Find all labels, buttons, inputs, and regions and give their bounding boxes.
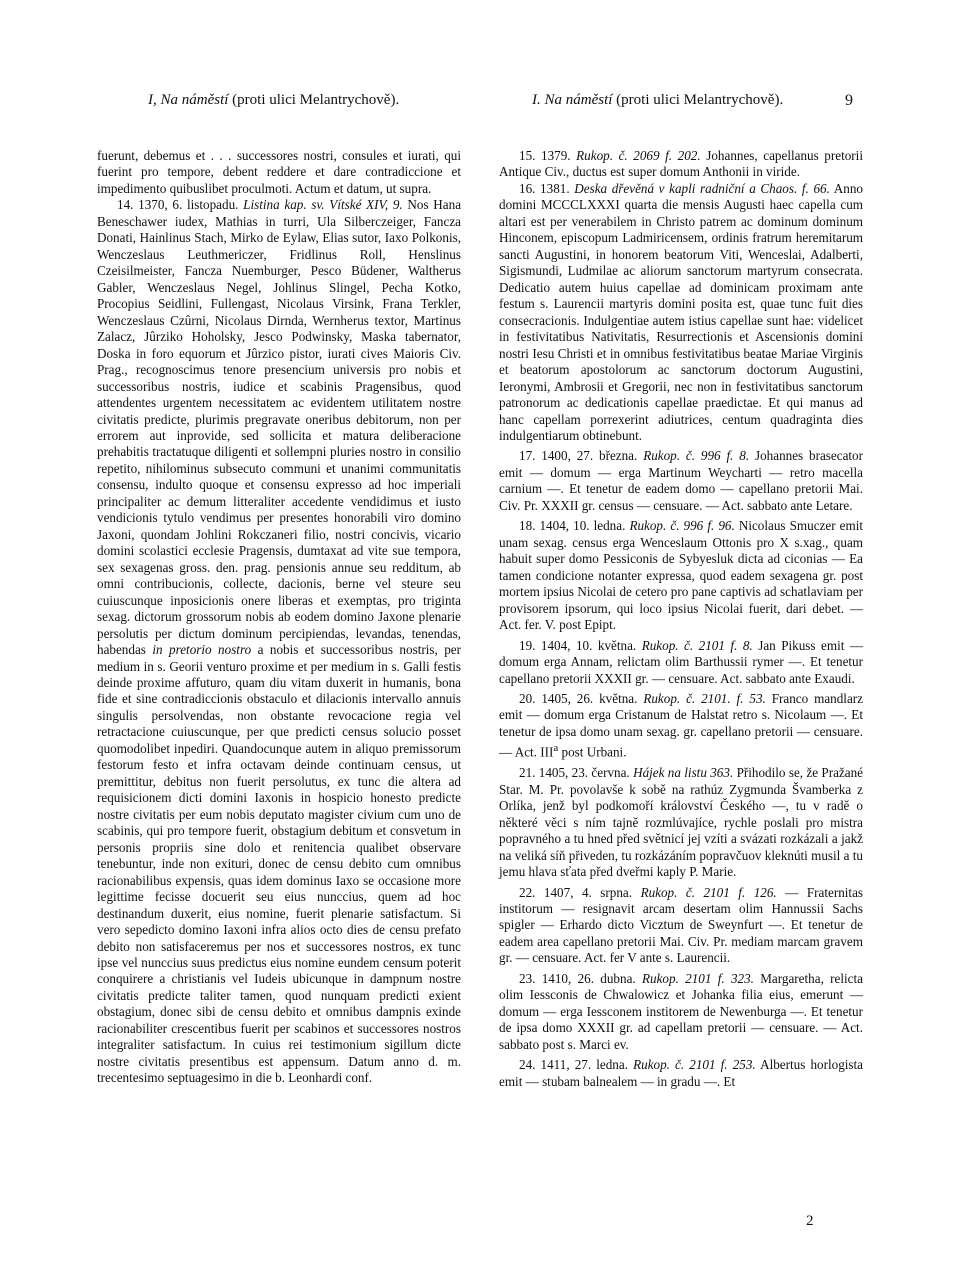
right-column (499, 148, 863, 1090)
entry-source: Rukop. 2101 f. 323. (642, 970, 754, 986)
header-rest: (proti ulici Melantrychově). (228, 92, 400, 108)
running-header-left (148, 92, 399, 109)
entry-source: Rukop. č. 2101 f. 8. (641, 637, 753, 653)
entry-head: 21. 1405, 23. června. (519, 765, 630, 781)
entry-source: Rukop. č. 2101. f. 53. (643, 691, 766, 706)
entry-19 (499, 638, 863, 687)
entry-head: 22. 1407, 4. srpna. (519, 884, 633, 900)
entry-head: 18. 1404, 10. ledna. (519, 518, 626, 534)
page-number: 9 (845, 92, 853, 109)
entry-source: Rukop. č. 2101 f. 126. (640, 884, 777, 900)
entry-text: Jan Pikuss emit — domum erga Annam, relictam olim Barthussii rymer —. Et tenetur capellano pretorii XXXII gr. — censuare. Act. sabbato ante Exaudi. (499, 637, 864, 686)
entry-text: Anno domini MCCCLXXXI quarta die mensis Augusti haec capella cum altari est per venerabilem in Christo patrem ac dominum dominum Hinconem, episcopum Ladmiricensem, ordinis fratrum heremitarum sancti Augustini, in honorem beatorum Viti, Wenceslai, Adalberti, Sigismundi, Ludmilae ac aliorum sanctorum martyrum consecrata. Dedicatio autem huius capellae ad dominicam proximam ante festum s. Laurencii martyris domini posita est, quae tunc fuit dies consecracionis. Indulgentiae autem istius capellae sunt hae: videlicet in festivitatibus Nativitatis, Resurrectionis et Ascensionis domini nostri Iesu Christi et in omnibus festivitatibus beatae Mariae Virginis et beatorum apostolorum ac sanctorum doctorum Augustini, Ieronymi, Ambrosii et Gregorii, nec non in festivitatibus sanctorum patronorum ac dedicationis capellae praedictae. Et qui manus ad hanc capellam porrexerint adiutrices, centum quadraginta dies indulgentiarum obtinebunt. (499, 180, 863, 443)
entry-text: a nobis et successoribus nostris, per medium in s. Georii venturo proxime et per medium in s. Galli festis deinde proxime affuturo, quam diu vitam duxerit in humanis, bona fide et sine contradiccionis obstaculo et dilacionis intervallo annuis singulis persolvendas, non obstante revocacione regia vel retractacione cuiuscunque, per que predicti census solucio posset quomodolibet inpediri. Quandocunque autem in aliquo premissorum festorum festo et infra octavam deinde continuam census, ut premittitur, debitus non fuerit persolutus, ex tunc die altera ad requisicionem dicti domini Iaxonis in hospicio honesto predicte nostre civitatis per eum nobis deputato magister civium cum uno de scabinis, qui pro tempore fuerit, obstagium debitum et consvetum in personis propriis sine dolo et renitencia qualibet observare tenebuntur, inde non exituri, donec de censu debito cum omnibus racionabilibus expensis, quas idem dominus Iaxo se occasione more legittime fecisse docuerit seu eius nunccius, quem ad hoc destinandum duxerit, eius nomine, fuerit plenarie satisfactum. Si vero sepedicto domino Iaxoni infra alios octo dies de censu prefato debito non satisfaceremus per nos et successores nostros, ex tunc ipse vel nunccius suus predictus eius nomine eundem censum poterit conquirere a christianis vel Iudeis ubicunque in dampnum nostre civitatis predicte taliter tamen, quod nunquam predicti exient obstagium, donec sibi de censu debito et omnibus dampnis exinde racionabiliter crescentibus fuerit per scabinos et successores nostros integraliter satisfactum. In cuius rei testimonium sigillum dicte nostre civitatis presentibus est appensum. Datum anno d. m. trecentesimo septuagesimo in die b. Leonhardi conf. (97, 642, 461, 1086)
entry-head: 23. 1410, 26. dubna. (519, 970, 636, 986)
entry-head: 14. 1370, 6. listopadu. (117, 197, 239, 213)
entry-source: Rukop. č. 996 f. 8. (643, 448, 750, 464)
entry-head: 17. 1400, 27. března. (519, 448, 638, 464)
entry-source: Rukop. č. 996 f. 96. (629, 518, 735, 534)
superscript: a (553, 742, 559, 755)
entry-text: Přihodilo se, že Pražané Star. M. Pr. povolavše k sobě na rathúz Zygmunda Švamberka z Orlíka, jenž byl podkomoří království Českého —, tu v radě o některé věci s ním tajně rozmlúvajíce, rychle poslali pro mistra popravného a tu hned před světnicí jej vzíti a svázati rozkázali a jakž na veliká síň přiveden, tu rozkázáním popravčuov kleknúti musil a tu jemu hlava sťata před dveřmi kaply P. Marie. (499, 765, 863, 880)
entry-head: 20. 1405, 26. května. (519, 691, 638, 706)
left-column (97, 148, 461, 1087)
entry-16 (499, 181, 863, 445)
entry-source: Listina kap. sv. Vítské XIV, 9. (243, 197, 403, 213)
entry-italic-phrase: in pretorio nostro (152, 642, 252, 658)
entry-text: Nos Hana Beneschawer iudex, Mathias in turri, Ula Silberczeiger, Fancza Donati, Hainlinus Stach, Mirko de Eylaw, Elias sutor, Iaxo Polkonis, Wenczeslaus Leuthmericzer, Fridlinus Roll, Henslinus Czeisilmeister, Fancza Nuemburger, Pesco Büdener, Waltherus Gabler, Wenczeslaus Negel, Johlinus Slingel, Pecha Kotko, Procopius Seidlini, Fullengast, Nicolaus Virsink, Frana Terkler, Wenczeslaus Czûrni, Nicolaus Dirnda, Wernherus textor, Martinus Zalacz, Jûrziko Hoholsky, Jesco Podwinsky, Maska tabernator, Doska in foro equorum et Jûrzico pistor, iurati cives Maioris Civ. Prag., recognoscimus tenore presencium universis pro nobis et successoribus nostris, iudice et scabinis Pragensibus, quod attendentes urgentem necessitatem ac evidentem utilitatem nostre civitatis predicte, plurimis pregravate oneribus debitorum, non per errorem aut inprovide, sed sollicita et matura deliberacione prehabitis tractatuque diligenti et sollempni pluries nostro in consilio repetito, nihilominus subsecuto communi et unanimi communitatis consensu, indulto quoque et consensu expresso ad hoc imperiali principaliter ac demum litteraliter accedente vendidimus et iusto vendicionis tytulo vendimus per presentes honorabili viro domino Jaxoni, quondam Johlini Rokczaneri filio, nostri concivis, vicario domini scolastici ecclesie Pragensis, dumtaxat ad vite sue tempora, sex sexagenas gross. den. prag. pensionis annue seu redditum, ab omni contribucionis, collecte, dacionis, berne vel steure seu cuiuscunque inposicionis onere liberas et exemptas, pro triginta sexag. dictorum grossorum nobis ab eodem domino Jaxone plenarie persolutis per dictum dominum percipiendas, levandas, tenendas, habendas (97, 197, 462, 658)
entry-15 (499, 148, 863, 181)
entry-source: Deska dřevěná v kapli radniční a Chaos. f. 66. (574, 180, 830, 196)
entry-text: Albertus horlogista emit — stubam balnealem — in gradu —. Et (499, 1057, 864, 1089)
entry-text: Johannes brasecator emit — domum — erga Martinum Weycharti — retro macella carnium —. Et tenetur de eadem domo — capellano pretorii Mai. Civ. Pr. XXXII gr. census — censuare. — Act. sabbato ante Letare. (499, 448, 864, 513)
continued-paragraph: fuerunt, debemus et . . . successores nostri, consules et iurati, qui fuerint pro tempore, debent reddere et dare contradiccione et impedimento quibuslibet proculmoti. Actum et datum, ut supra. (97, 148, 461, 196)
entry-head: 16. 1381. (519, 180, 570, 196)
running-header-right (532, 92, 783, 109)
entry-text: Johannes, capellanus pretorii Antique Civ., ductus est super domum Anthonii in viride. (499, 148, 863, 180)
entry-23 (499, 971, 863, 1053)
entry-text: — Fraternitas institorum — resignavit arcam desertam olim Hannussii Sachs spigler — Erhardo dicto Vicztum de Sweynfurt —. Et tenetur de eadem area capellano pretorii Mai. Civ. Pr. mediam marcam gravem gr. — censuare. Act. fer V ante s. Laurencii. (499, 884, 864, 966)
header-rest: (proti ulici Melantrychově). (612, 92, 784, 108)
entry-source: Hájek na listu 363. (633, 765, 734, 781)
entry-text-tail: post Urbani. (558, 744, 627, 760)
entry-text: Margaretha, relicta olim Iessconis de Chwalowicz et Johanka filia eius, emerunt — domum — erga Iessconem institorem de Newenburga —. Et tenetur de ipsa domo XXXII gr. ad capellam pretorii — censuare. — Act. sabbato post s. Marci ev. (499, 970, 863, 1052)
entry-source: Rukop. č. 2069 f. 202. (576, 148, 701, 163)
entry-22 (499, 885, 863, 967)
header-place: I. Na náměstí (532, 92, 613, 108)
entry-text: Franco mandlarz emit — domum erga Cristanum de Halstat retro s. Nicolaum —. Et tenetur de ipsa domo unam sexag. gr. capellano pretorii — censuare. — Act. III (499, 691, 863, 760)
entry-head: 15. 1379. (519, 148, 571, 163)
entry-head: 24. 1411, 27. ledna. (519, 1057, 628, 1073)
header-place: I, Na náměstí (148, 92, 229, 108)
entry-17 (499, 448, 863, 514)
entry-head: 19. 1404, 10. května. (519, 637, 637, 653)
entry-20 (499, 691, 863, 761)
entry-18 (499, 518, 863, 633)
signature-mark: 2 (806, 1213, 814, 1229)
entry-text: Nicolaus Smuczer emit unam sexag. census erga Wenceslaum Ottonis pro X s.xag., quam habuit super domo Pessiconis de Sybyesluk dicta ad ciconias — Ea tamen condicione notanter expressa, quod eadem sexagena gr. post mortem ipsius Nicolai de cetero pro pane captivis ad schatlaviam per provisorem ipsorum, qui loco ipsius Nicolai fuerit, dari debet. — Act. fer. V. post Epipt. (499, 518, 863, 633)
entry-24 (499, 1057, 863, 1090)
entry-21 (499, 765, 863, 880)
entry-14 (97, 197, 461, 1086)
entry-source: Rukop. č. 2101 f. 253. (633, 1057, 756, 1073)
